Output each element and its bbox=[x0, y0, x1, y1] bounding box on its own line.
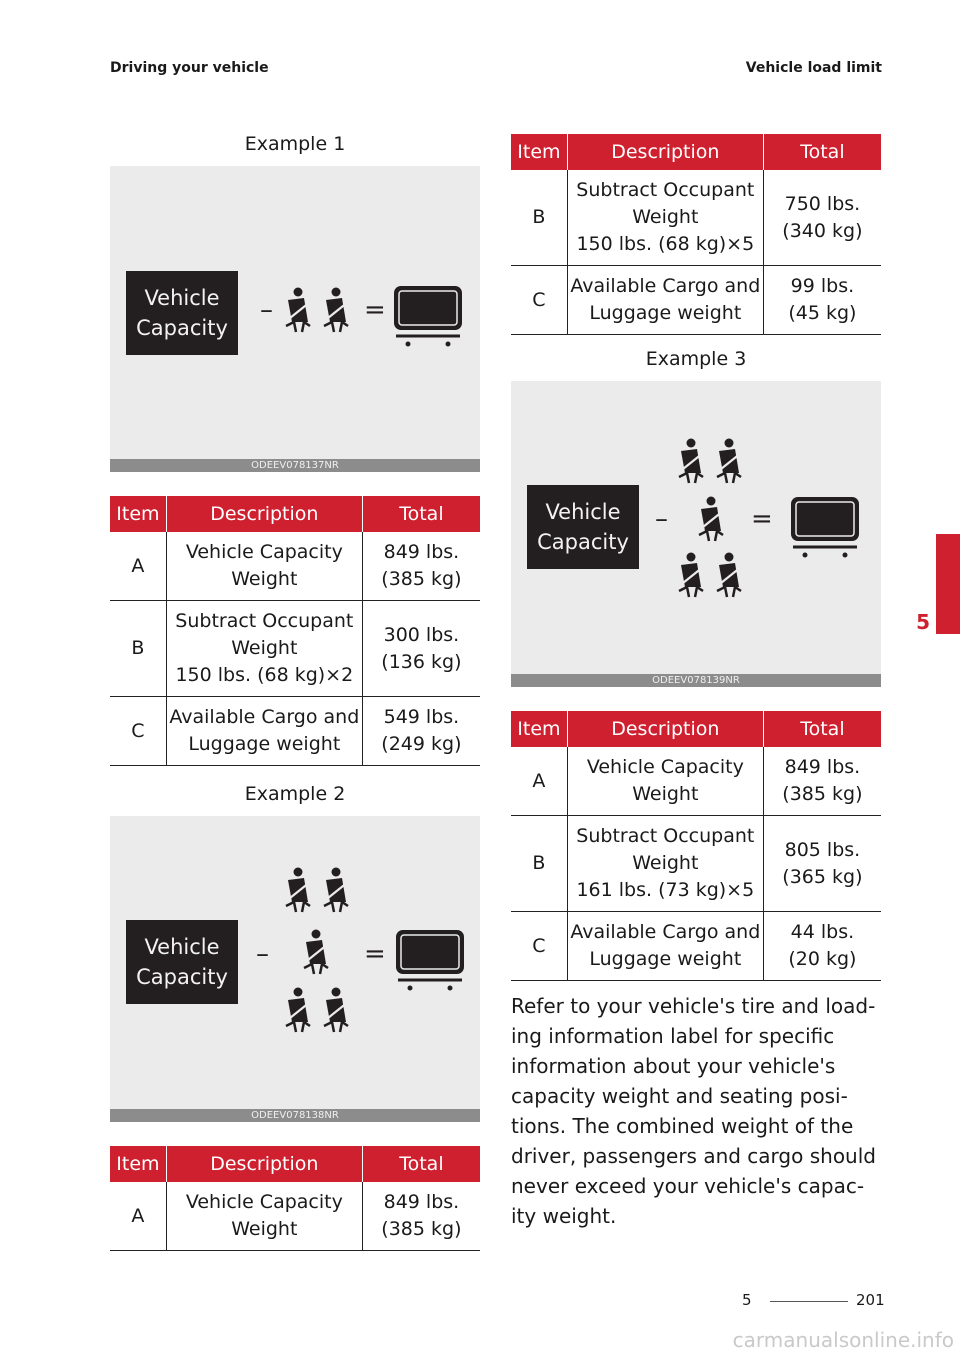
example-1-illustration bbox=[110, 166, 480, 472]
seatbelt-icon bbox=[324, 868, 348, 913]
example-2-table-part2 bbox=[511, 134, 881, 335]
minus-sign: – bbox=[256, 939, 269, 969]
col-header-description: Description bbox=[166, 1146, 362, 1182]
watermark: carmanualsonline.info bbox=[732, 1328, 954, 1352]
vehicle-capacity-box: Vehicle Capacity bbox=[126, 271, 238, 355]
example-3-title: Example 3 bbox=[645, 348, 747, 370]
seatbelt-icon bbox=[699, 497, 723, 542]
example-2-table-part1 bbox=[110, 1146, 480, 1251]
example-3-illustration bbox=[511, 381, 881, 687]
example-3-image-code: ODEEV078139NR bbox=[511, 674, 881, 687]
table-row: A Vehicle Capacity Weight 849 lbs. (385 kg) bbox=[110, 532, 480, 601]
minus-sign: – bbox=[260, 295, 273, 325]
seatbelt-icon bbox=[717, 439, 741, 484]
col-header-total: Total bbox=[763, 134, 881, 170]
right-column bbox=[511, 134, 881, 1231]
load-limit-paragraph: Refer to your vehicle's tire and load- ing information label for specific information about your vehicle's capacity weight and seating posi- tions. The combined weight of the driver, passengers and cargo should never exceed your vehicle's capac- ity weight. bbox=[511, 994, 876, 1228]
col-header-total: Total bbox=[763, 711, 881, 747]
equals-sign: = bbox=[364, 295, 386, 325]
example-2-illustration bbox=[110, 816, 480, 1122]
col-header-item: Item bbox=[110, 496, 166, 532]
table-row: B Subtract Occupant Weight 161 lbs. (73 kg)×5 805 lbs. (365 kg) bbox=[511, 816, 881, 912]
seatbelt-icon bbox=[286, 868, 310, 913]
vehicle-capacity-box: Vehicle Capacity bbox=[527, 485, 639, 569]
example-3-table bbox=[511, 711, 881, 981]
col-header-total: Total bbox=[362, 496, 480, 532]
table-row: B Subtract Occupant Weight 150 lbs. (68 kg)×2 300 lbs. (136 kg) bbox=[110, 601, 480, 697]
footer-page-number: 201 bbox=[856, 1291, 885, 1309]
table-row: A Vehicle Capacity Weight 849 lbs. (385 kg) bbox=[511, 747, 881, 816]
seatbelt-icon bbox=[324, 288, 348, 333]
col-header-description: Description bbox=[567, 134, 763, 170]
table-row: C Available Cargo and Luggage weight 549 lbs. (249 kg) bbox=[110, 697, 480, 766]
footer-divider bbox=[770, 1301, 848, 1302]
footer-section-number: 5 bbox=[742, 1291, 752, 1309]
table-row: B Subtract Occupant Weight 150 lbs. (68 kg)×5 750 lbs. (340 kg) bbox=[511, 170, 881, 266]
example-2-image-code: ODEEV078138NR bbox=[110, 1109, 480, 1122]
cargo-cart-icon bbox=[396, 930, 464, 991]
col-header-item: Item bbox=[511, 134, 567, 170]
seatbelt-icon bbox=[286, 288, 310, 333]
seatbelt-icon bbox=[304, 930, 328, 975]
col-header-item: Item bbox=[110, 1146, 166, 1182]
table-row: C Available Cargo and Luggage weight 44 lbs. (20 kg) bbox=[511, 912, 881, 981]
left-column bbox=[110, 130, 480, 1251]
col-header-description: Description bbox=[567, 711, 763, 747]
seatbelt-icon bbox=[717, 553, 741, 598]
minus-sign: – bbox=[655, 504, 668, 534]
vehicle-capacity-box: Vehicle Capacity bbox=[126, 920, 238, 1004]
seatbelt-icon bbox=[324, 988, 348, 1033]
example-1-title: Example 1 bbox=[244, 133, 346, 155]
col-header-total: Total bbox=[362, 1146, 480, 1182]
col-header-description: Description bbox=[166, 496, 362, 532]
header-page-topic: Vehicle load limit bbox=[745, 60, 882, 76]
col-header-item: Item bbox=[511, 711, 567, 747]
chapter-tab bbox=[936, 534, 960, 634]
header-section-title: Driving your vehicle bbox=[110, 60, 269, 76]
cargo-cart-icon bbox=[791, 497, 859, 558]
table-row: C Available Cargo and Luggage weight 99 lbs. (45 kg) bbox=[511, 266, 881, 335]
equals-sign: = bbox=[751, 504, 773, 534]
example-1-image-code: ODEEV078137NR bbox=[110, 459, 480, 472]
chapter-tab-number: 5 bbox=[916, 610, 930, 634]
seatbelt-icon bbox=[286, 988, 310, 1033]
seatbelt-icon bbox=[679, 553, 703, 598]
cargo-cart-icon bbox=[394, 286, 462, 347]
seatbelt-icon bbox=[679, 439, 703, 484]
equals-sign: = bbox=[364, 939, 386, 969]
example-2-title: Example 2 bbox=[244, 783, 346, 805]
example-1-table bbox=[110, 496, 480, 766]
table-row: A Vehicle Capacity Weight 849 lbs. (385 kg) bbox=[110, 1182, 480, 1251]
